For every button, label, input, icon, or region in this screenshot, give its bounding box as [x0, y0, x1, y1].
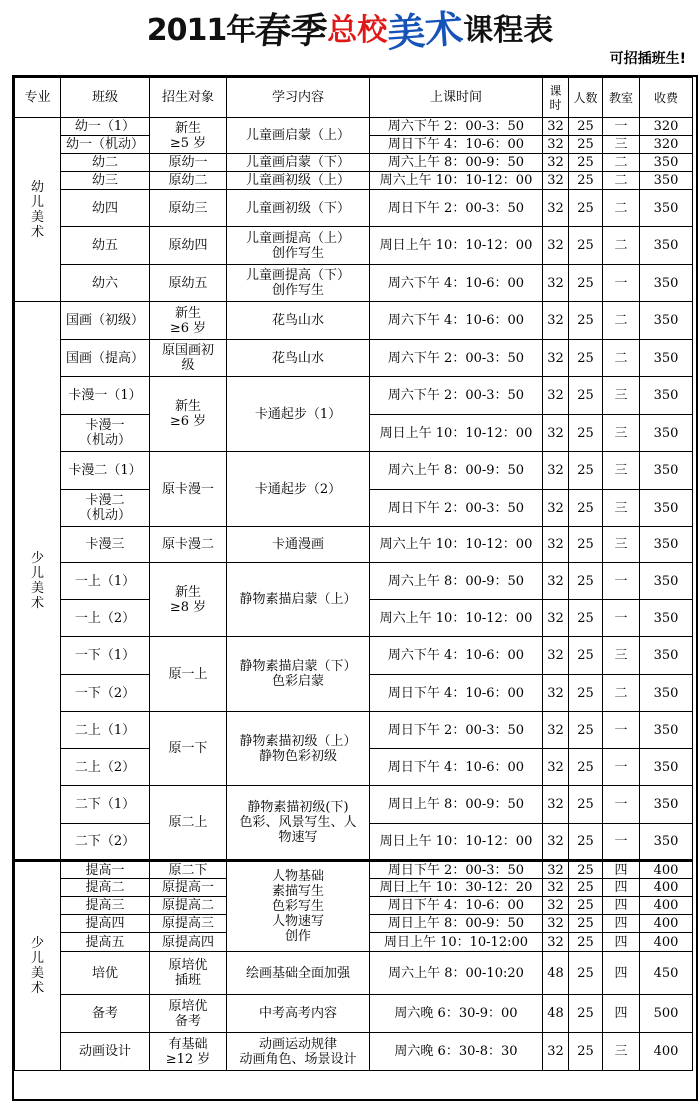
content-cell: 动画运动规律 动画角色、场景设计 [227, 1033, 370, 1071]
hours-cell: 32 [543, 136, 569, 154]
table-row [15, 1033, 693, 1071]
hours-cell: 32 [543, 490, 569, 527]
hours-cell: 32 [543, 265, 569, 302]
schedule-body [15, 118, 693, 1071]
room-cell: 一 [603, 118, 640, 136]
class-cell: 一上（2） [61, 600, 150, 637]
header-cell: 招生对象 [150, 78, 227, 118]
target-cell: 原提高二 [150, 897, 227, 915]
header-cell: 课时 [543, 78, 569, 118]
fee-cell: 350 [640, 600, 693, 637]
time-cell: 周日上午 8：00-9：50 [370, 915, 543, 933]
room-cell: 一 [603, 600, 640, 637]
time-cell: 周日下午 2：00-3：50 [370, 712, 543, 749]
title-year: 2011年 [146, 12, 256, 48]
content-cell: 卡通起步（2） [227, 452, 370, 527]
people-cell: 25 [569, 915, 603, 933]
fee-cell: 350 [640, 154, 693, 172]
content-cell: 静物素描初级(下) 色彩、风景写生、人 物速写 [227, 786, 370, 861]
class-cell: 国画（初级） [61, 302, 150, 340]
fee-cell: 350 [640, 340, 693, 377]
room-cell: 一 [603, 712, 640, 749]
people-cell: 25 [569, 1033, 603, 1071]
room-cell: 三 [603, 637, 640, 675]
fee-cell: 450 [640, 952, 693, 995]
hours-cell: 32 [543, 897, 569, 915]
fee-cell: 400 [640, 1033, 693, 1071]
target-cell: 原幼四 [150, 227, 227, 265]
time-cell: 周日下午 2：00-3：50 [370, 861, 543, 879]
fee-cell: 400 [640, 879, 693, 897]
major-cell: 幼 儿 美 术 [15, 118, 61, 302]
hours-cell: 32 [543, 712, 569, 749]
title-season: 春季 [253, 9, 330, 52]
class-cell: 二下（1） [61, 786, 150, 824]
hours-cell: 32 [543, 1033, 569, 1071]
header-row [15, 78, 693, 118]
header-cell: 收费 [640, 78, 693, 118]
time-cell: 周六晚 6：30-9：00 [370, 995, 543, 1033]
people-cell: 25 [569, 879, 603, 897]
time-cell: 周六下午 4：10-6：00 [370, 637, 543, 675]
content-cell: 人物基础 素描写生 色彩写生 人物速写 创作 [227, 861, 370, 952]
title-subject: 美术 [385, 4, 465, 56]
people-cell: 25 [569, 712, 603, 749]
hours-cell: 32 [543, 302, 569, 340]
time-cell: 周六上午 8：00-9：50 [370, 563, 543, 600]
class-cell: 提高五 [61, 933, 150, 952]
target-cell: 原卡漫二 [150, 527, 227, 563]
people-cell: 25 [569, 527, 603, 563]
time-cell: 周日下午 2：00-3：50 [370, 490, 543, 527]
header-cell: 学习内容 [227, 78, 370, 118]
time-cell: 周六上午 10：10-12：00 [370, 600, 543, 637]
hours-cell: 32 [543, 172, 569, 190]
content-cell: 花鸟山水 [227, 302, 370, 340]
fee-cell: 350 [640, 190, 693, 227]
fee-cell: 350 [640, 749, 693, 786]
target-cell: 有基础 ≥12 岁 [150, 1033, 227, 1071]
enrollment-note: 可招插班生! [609, 51, 686, 67]
class-cell: 二下（2） [61, 824, 150, 861]
fee-cell: 350 [640, 490, 693, 527]
hours-cell: 32 [543, 527, 569, 563]
room-cell: 三 [603, 377, 640, 415]
class-cell: 卡漫一 （机动） [61, 415, 150, 452]
table-row [15, 340, 693, 377]
room-cell: 四 [603, 861, 640, 879]
time-cell: 周日下午 4：10-6：00 [370, 675, 543, 712]
target-cell: 原培优 备考 [150, 995, 227, 1033]
target-cell: 原提高一 [150, 879, 227, 897]
title-school: 总校 [327, 12, 388, 48]
time-cell: 周六下午 2：00-3：50 [370, 340, 543, 377]
fee-cell: 350 [640, 302, 693, 340]
content-cell: 卡通漫画 [227, 527, 370, 563]
time-cell: 周六上午 8：00-9：50 [370, 154, 543, 172]
room-cell: 三 [603, 527, 640, 563]
people-cell: 25 [569, 861, 603, 879]
target-cell: 原幼二 [150, 172, 227, 190]
header-cell: 专业 [15, 78, 61, 118]
hours-cell: 32 [543, 749, 569, 786]
room-cell: 四 [603, 952, 640, 995]
time-cell: 周日上午 10：10-12：00 [370, 415, 543, 452]
content-cell: 卡通起步（1） [227, 377, 370, 452]
people-cell: 25 [569, 563, 603, 600]
content-cell: 儿童画初级（下） [227, 190, 370, 227]
people-cell: 25 [569, 136, 603, 154]
target-cell: 原一上 [150, 637, 227, 712]
table-row [15, 563, 693, 600]
hours-cell: 32 [543, 600, 569, 637]
class-cell: 提高一 [61, 861, 150, 879]
table-row [15, 952, 693, 995]
room-cell: 三 [603, 490, 640, 527]
content-cell: 儿童画启蒙（上） [227, 118, 370, 154]
time-cell: 周六上午 10：10-12：00 [370, 527, 543, 563]
room-cell: 二 [603, 340, 640, 377]
class-cell: 卡漫二 （机动） [61, 490, 150, 527]
people-cell: 25 [569, 415, 603, 452]
target-cell: 原提高四 [150, 933, 227, 952]
target-cell: 原提高三 [150, 915, 227, 933]
class-cell: 二上（2） [61, 749, 150, 786]
target-cell: 原幼三 [150, 190, 227, 227]
time-cell: 周日上午 10：30-12：20 [370, 879, 543, 897]
table-row [15, 172, 693, 190]
class-cell: 提高三 [61, 897, 150, 915]
fee-cell: 400 [640, 915, 693, 933]
page-title [0, 6, 700, 54]
people-cell: 25 [569, 600, 603, 637]
target-cell: 原幼一 [150, 154, 227, 172]
class-cell: 提高四 [61, 915, 150, 933]
fee-cell: 350 [640, 227, 693, 265]
content-cell: 静物素描启蒙（下） 色彩启蒙 [227, 637, 370, 712]
time-cell: 周六下午 2：00-3：50 [370, 377, 543, 415]
time-cell: 周日下午 4：10-6：00 [370, 136, 543, 154]
people-cell: 25 [569, 490, 603, 527]
hours-cell: 32 [543, 415, 569, 452]
time-cell: 周日上午 10：10-12:00 [370, 933, 543, 952]
target-cell: 新生 ≥6 岁 [150, 377, 227, 452]
people-cell: 25 [569, 118, 603, 136]
people-cell: 25 [569, 154, 603, 172]
hours-cell: 32 [543, 786, 569, 824]
content-cell: 儿童画初级（上） [227, 172, 370, 190]
fee-cell: 350 [640, 452, 693, 490]
hours-cell: 32 [543, 879, 569, 897]
hours-cell: 32 [543, 118, 569, 136]
room-cell: 一 [603, 824, 640, 861]
class-cell: 动画设计 [61, 1033, 150, 1071]
people-cell: 25 [569, 897, 603, 915]
target-cell: 新生 ≥6 岁 [150, 302, 227, 340]
hours-cell: 32 [543, 377, 569, 415]
content-cell: 儿童画提高（上） 创作写生 [227, 227, 370, 265]
target-cell: 原二下 [150, 861, 227, 879]
room-cell: 四 [603, 897, 640, 915]
class-cell: 培优 [61, 952, 150, 995]
class-cell: 卡漫三 [61, 527, 150, 563]
table-row [15, 712, 693, 749]
people-cell: 25 [569, 377, 603, 415]
fee-cell: 350 [640, 563, 693, 600]
people-cell: 25 [569, 452, 603, 490]
table-row [15, 377, 693, 415]
time-cell: 周日下午 4：10-6：00 [370, 749, 543, 786]
room-cell: 二 [603, 675, 640, 712]
header-cell: 班级 [61, 78, 150, 118]
hours-cell: 32 [543, 340, 569, 377]
room-cell: 二 [603, 190, 640, 227]
room-cell: 四 [603, 879, 640, 897]
hours-cell: 32 [543, 675, 569, 712]
class-cell: 卡漫一（1） [61, 377, 150, 415]
class-cell: 一上（1） [61, 563, 150, 600]
hours-cell: 48 [543, 995, 569, 1033]
class-cell: 幼三 [61, 172, 150, 190]
fee-cell: 350 [640, 786, 693, 824]
time-cell: 周六下午 2：00-3：50 [370, 118, 543, 136]
class-cell: 幼二 [61, 154, 150, 172]
hours-cell: 32 [543, 563, 569, 600]
table-row [15, 452, 693, 490]
fee-cell: 350 [640, 172, 693, 190]
table-row [15, 265, 693, 302]
hours-cell: 32 [543, 915, 569, 933]
table-row [15, 786, 693, 824]
class-cell: 一下（1） [61, 637, 150, 675]
room-cell: 二 [603, 302, 640, 340]
class-cell: 卡漫二（1） [61, 452, 150, 490]
fee-cell: 320 [640, 136, 693, 154]
class-cell: 国画（提高） [61, 340, 150, 377]
fee-cell: 350 [640, 527, 693, 563]
people-cell: 25 [569, 340, 603, 377]
content-cell: 绘画基础全面加强 [227, 952, 370, 995]
fee-cell: 500 [640, 995, 693, 1033]
hours-cell: 32 [543, 227, 569, 265]
target-cell: 原二上 [150, 786, 227, 861]
hours-cell: 32 [543, 933, 569, 952]
title-suffix: 课程表 [463, 12, 554, 48]
people-cell: 25 [569, 637, 603, 675]
header-cell: 教室 [603, 78, 640, 118]
room-cell: 三 [603, 1033, 640, 1071]
hours-cell: 32 [543, 452, 569, 490]
table-row [15, 190, 693, 227]
people-cell: 25 [569, 302, 603, 340]
fee-cell: 400 [640, 897, 693, 915]
target-cell: 原一下 [150, 712, 227, 786]
hours-cell: 32 [543, 154, 569, 172]
table-row [15, 118, 693, 136]
target-cell: 原国画初 级 [150, 340, 227, 377]
table-row [15, 861, 693, 879]
time-cell: 周日上午 10：10-12：00 [370, 227, 543, 265]
table-row [15, 227, 693, 265]
time-cell: 周六上午 8：00-10:20 [370, 952, 543, 995]
fee-cell: 350 [640, 712, 693, 749]
people-cell: 25 [569, 675, 603, 712]
people-cell: 25 [569, 265, 603, 302]
room-cell: 一 [603, 749, 640, 786]
hours-cell: 32 [543, 190, 569, 227]
time-cell: 周六晚 6：30-8：30 [370, 1033, 543, 1071]
header-cell: 上课时间 [370, 78, 543, 118]
time-cell: 周六上午 8：00-9：50 [370, 452, 543, 490]
time-cell: 周日下午 2：00-3：50 [370, 190, 543, 227]
table-row [15, 154, 693, 172]
room-cell: 三 [603, 415, 640, 452]
class-cell: 幼四 [61, 190, 150, 227]
fee-cell: 400 [640, 933, 693, 952]
people-cell: 25 [569, 227, 603, 265]
time-cell: 周日上午 8：00-9：50 [370, 786, 543, 824]
content-cell: 儿童画提高（下） 创作写生 [227, 265, 370, 302]
room-cell: 二 [603, 154, 640, 172]
fee-cell: 400 [640, 861, 693, 879]
room-cell: 三 [603, 452, 640, 490]
content-cell: 花鸟山水 [227, 340, 370, 377]
people-cell: 25 [569, 824, 603, 861]
room-cell: 四 [603, 933, 640, 952]
table-row [15, 302, 693, 340]
target-cell: 原幼五 [150, 265, 227, 302]
people-cell: 25 [569, 933, 603, 952]
people-cell: 25 [569, 952, 603, 995]
room-cell: 二 [603, 172, 640, 190]
people-cell: 25 [569, 786, 603, 824]
people-cell: 25 [569, 172, 603, 190]
time-cell: 周六下午 4：10-6：00 [370, 265, 543, 302]
class-cell: 备考 [61, 995, 150, 1033]
room-cell: 四 [603, 995, 640, 1033]
room-cell: 四 [603, 915, 640, 933]
fee-cell: 320 [640, 118, 693, 136]
fee-cell: 350 [640, 675, 693, 712]
content-cell: 中考高考内容 [227, 995, 370, 1033]
table-row [15, 995, 693, 1033]
people-cell: 25 [569, 749, 603, 786]
fee-cell: 350 [640, 265, 693, 302]
class-cell: 幼一（机动） [61, 136, 150, 154]
content-cell: 静物素描启蒙（上） [227, 563, 370, 637]
table-row [15, 527, 693, 563]
content-cell: 静物素描初级（上） 静物色彩初级 [227, 712, 370, 786]
room-cell: 一 [603, 563, 640, 600]
major-cell: 少 儿 美 术 [15, 861, 61, 1071]
table-row [15, 637, 693, 675]
target-cell: 新生 ≥5 岁 [150, 118, 227, 154]
people-cell: 25 [569, 995, 603, 1033]
schedule-table [14, 77, 693, 1071]
hours-cell: 32 [543, 861, 569, 879]
fee-cell: 350 [640, 377, 693, 415]
class-cell: 幼一（1） [61, 118, 150, 136]
target-cell: 原培优 插班 [150, 952, 227, 995]
header-cell: 人数 [569, 78, 603, 118]
time-cell: 周日下午 4：10-6：00 [370, 897, 543, 915]
people-cell: 25 [569, 190, 603, 227]
fee-cell: 350 [640, 824, 693, 861]
hours-cell: 48 [543, 952, 569, 995]
class-cell: 幼六 [61, 265, 150, 302]
room-cell: 二 [603, 227, 640, 265]
major-cell: 少 儿 美 术 [15, 302, 61, 861]
time-cell: 周日上午 10：10-12：00 [370, 824, 543, 861]
fee-cell: 350 [640, 637, 693, 675]
room-cell: 三 [603, 136, 640, 154]
target-cell: 原卡漫一 [150, 452, 227, 527]
fee-cell: 350 [640, 415, 693, 452]
content-cell: 儿童画启蒙（下） [227, 154, 370, 172]
room-cell: 一 [603, 265, 640, 302]
class-cell: 幼五 [61, 227, 150, 265]
time-cell: 周六上午 10：10-12：00 [370, 172, 543, 190]
hours-cell: 32 [543, 637, 569, 675]
class-cell: 提高二 [61, 879, 150, 897]
room-cell: 一 [603, 786, 640, 824]
class-cell: 一下（2） [61, 675, 150, 712]
hours-cell: 32 [543, 824, 569, 861]
target-cell: 新生 ≥8 岁 [150, 563, 227, 637]
class-cell: 二上（1） [61, 712, 150, 749]
time-cell: 周六下午 4：10-6：00 [370, 302, 543, 340]
